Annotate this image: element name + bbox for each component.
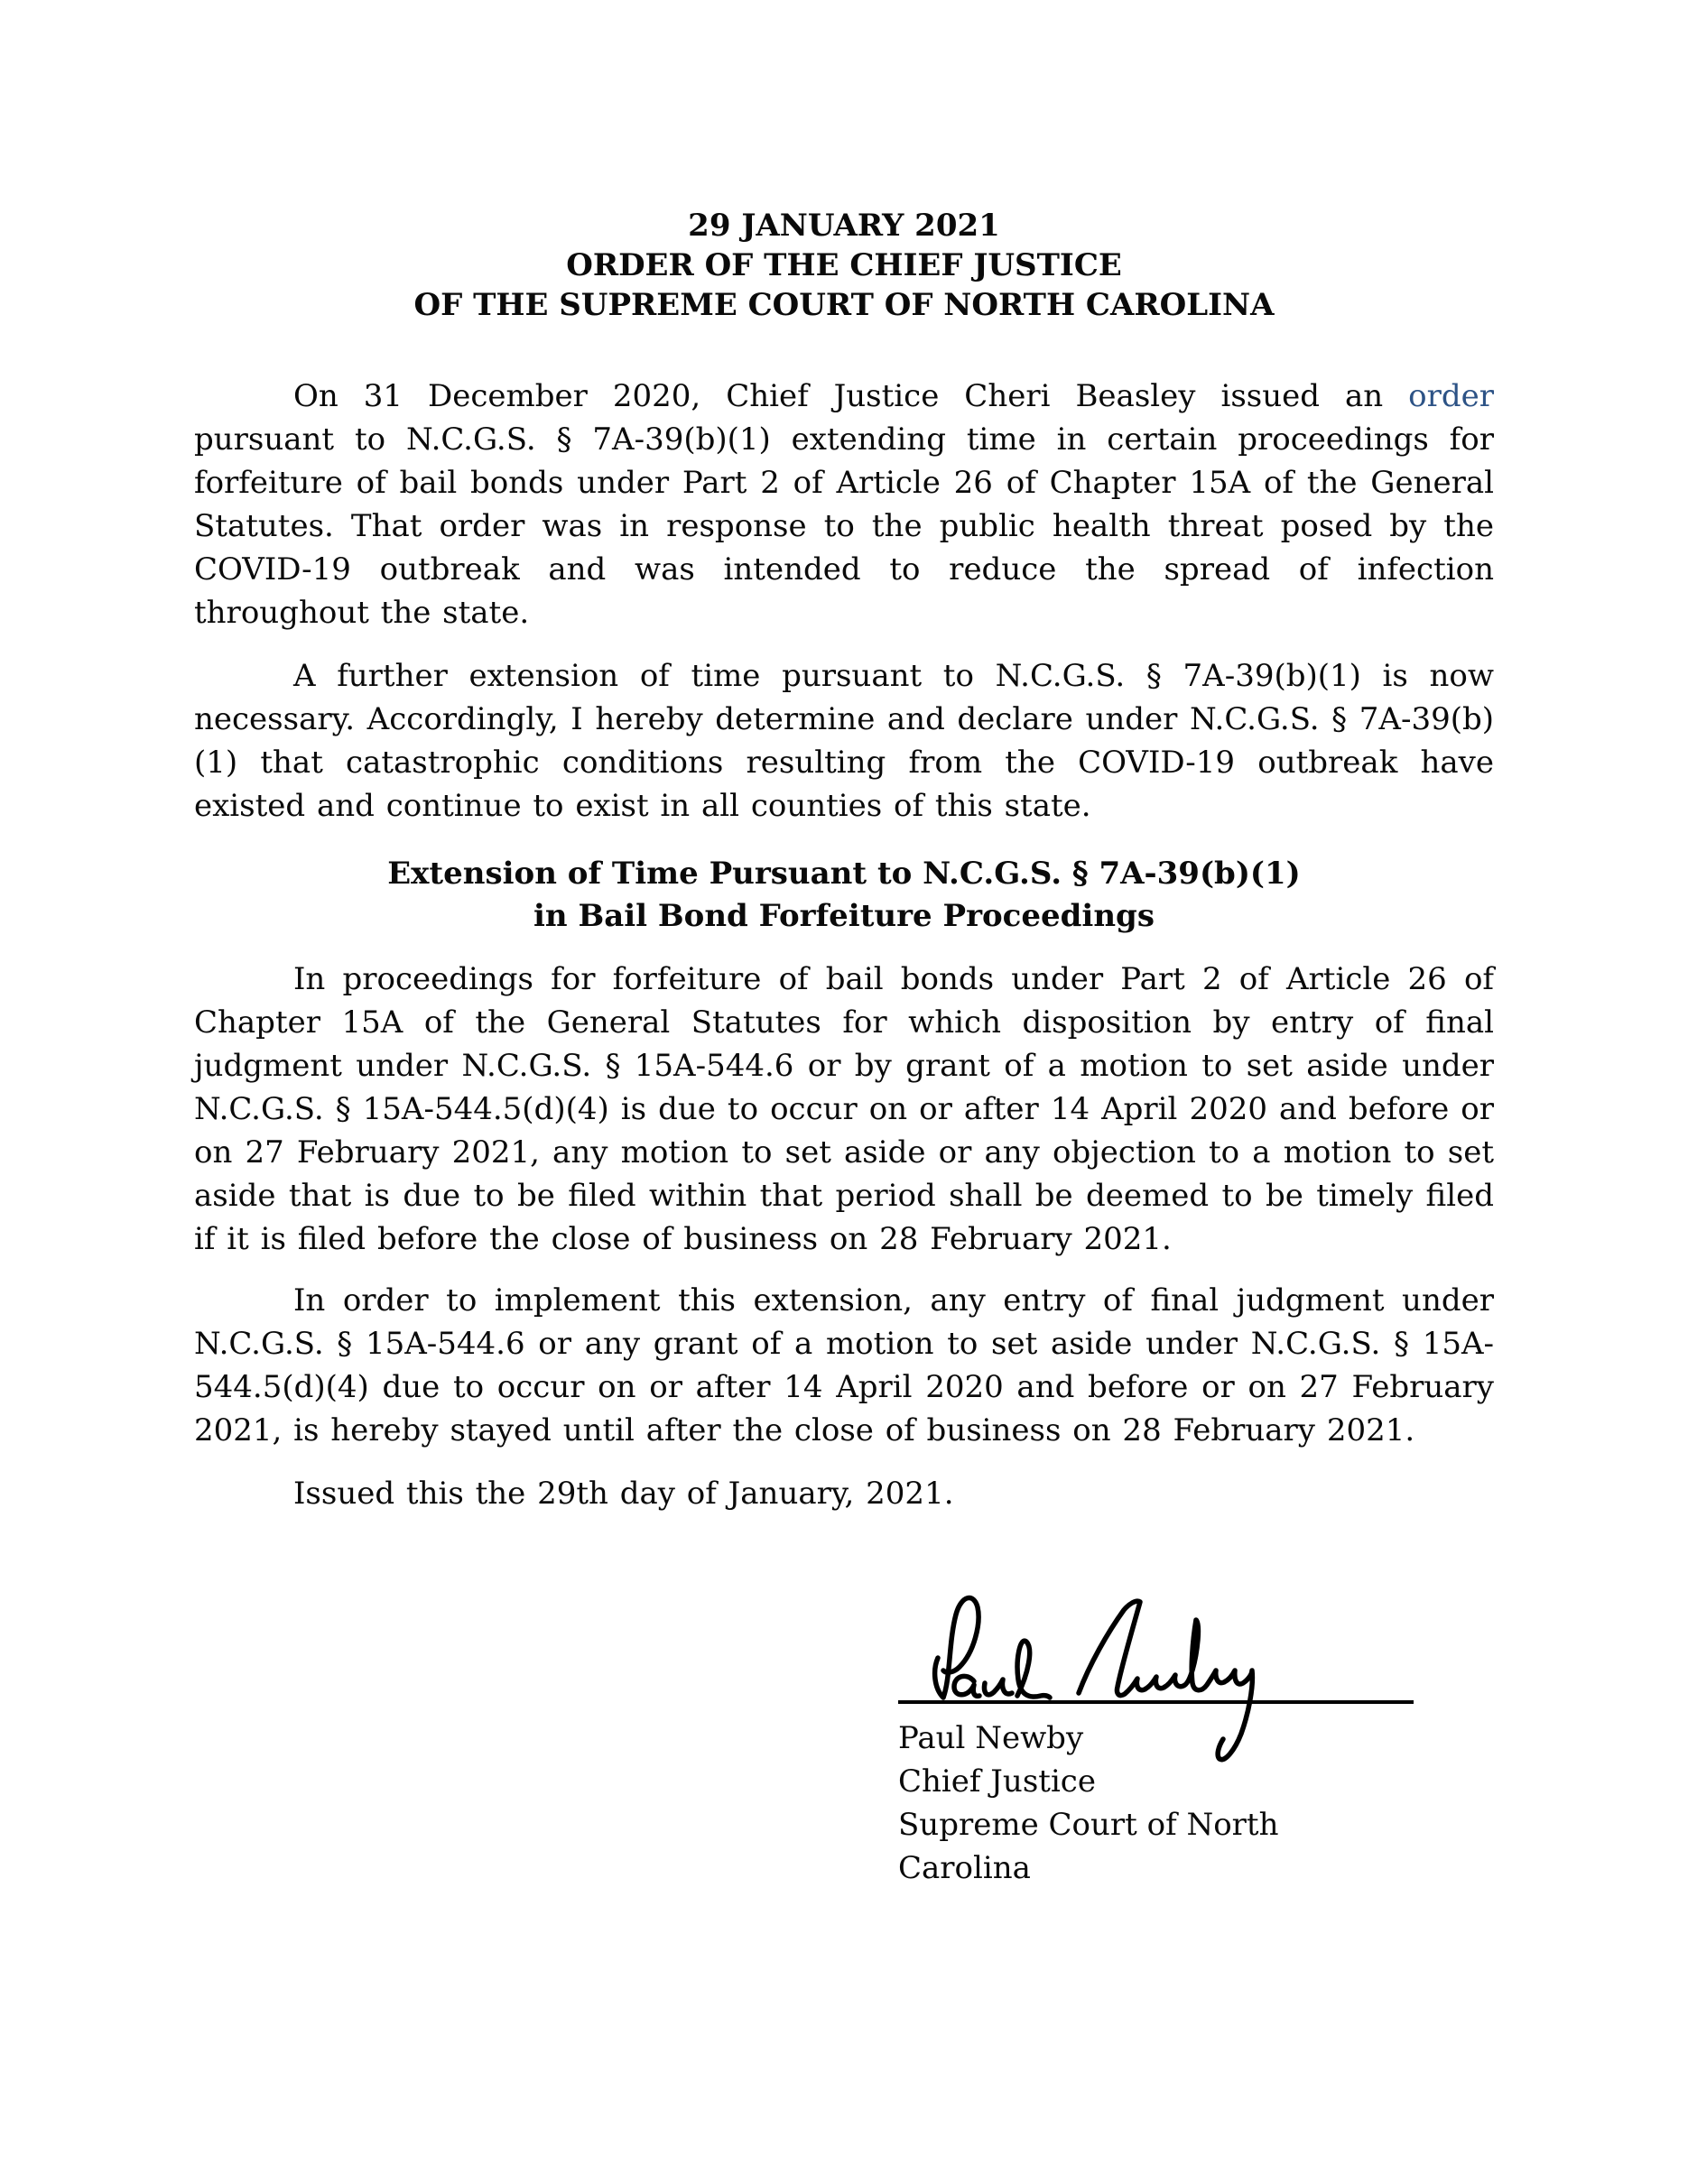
section-heading-line1: Extension of Time Pursuant to N.C.G.S. § 7A-39(b)(1) bbox=[387, 856, 1301, 892]
signatory-court: Supreme Court of North Carolina bbox=[898, 1807, 1279, 1886]
document-title bbox=[194, 206, 1494, 325]
order-link[interactable]: order bbox=[1408, 378, 1494, 414]
title-court-line: OF THE SUPREME COURT OF NORTH CAROLINA bbox=[413, 287, 1275, 323]
paragraph-issued-date: Issued this the 29th day of January, 2021. bbox=[293, 1476, 954, 1512]
section-heading bbox=[194, 853, 1494, 938]
paragraph-background-order bbox=[194, 375, 1494, 634]
title-date-line: 29 JANUARY 2021 bbox=[688, 208, 1000, 244]
signatory-title: Chief Justice bbox=[898, 1763, 1096, 1800]
paragraph-implementation-stay: In order to implement this extension, any entry of final judgment under N.C.G.S. § 15A-544.6 or any grant of a motion to set aside under N.C.G.S. § 15A-544.5(d)(4) due to occur on or after 14 April 2020 and before or on 27 February 2021, is hereby stayed until after the close of business on 28 February 2021. bbox=[194, 1282, 1494, 1448]
paragraph-further-extension: A further extension of time pursuant to N.C.G.S. § 7A-39(b)(1) is now necessary. Accordingly, I hereby determine and declare under N.C.G.S. § 7A-39(b)(1) that catastrophic conditions resulting from the COVID-19 outbreak have existed and continue to exist in all counties of this state. bbox=[194, 658, 1494, 824]
section-heading-line2: in Bail Bond Forfeiture Proceedings bbox=[533, 898, 1155, 934]
signatory-name: Paul Newby bbox=[898, 1720, 1084, 1756]
title-order-line: ORDER OF THE CHIEF JUSTICE bbox=[566, 247, 1122, 283]
p1-text-before-link: On 31 December 2020, Chief Justice Cheri Beasley issued an bbox=[293, 378, 1409, 414]
p1-text-after-link: pursuant to N.C.G.S. § 7A-39(b)(1) extending time in certain proceedings for forfeiture of bail bonds under Part 2 of Article 26 of Chapter 15A of the General Statutes. That order was in response to the public health threat posed by the COVID-19 outbreak and was intended to reduce the spread of infection throughout the state. bbox=[194, 421, 1494, 631]
signature-line bbox=[898, 1700, 1414, 1704]
paragraph-forfeiture-proceedings: In proceedings for forfeiture of bail bonds under Part 2 of Article 26 of Chapter 15A of the General Statutes for which disposition by entry of final judgment under N.C.G.S. § 15A-544.6 or by grant of a motion to set aside under N.C.G.S. § 15A-544.5(d)(4) is due to occur on or after 14 April 2020 and before or on 27 February 2021, any motion to set aside or any objection to a motion to set aside that is due to be filed within that period shall be deemed to be timely filed if it is filed before the close of business on 28 February 2021. bbox=[194, 961, 1494, 1257]
signature-block bbox=[898, 1569, 1417, 1890]
